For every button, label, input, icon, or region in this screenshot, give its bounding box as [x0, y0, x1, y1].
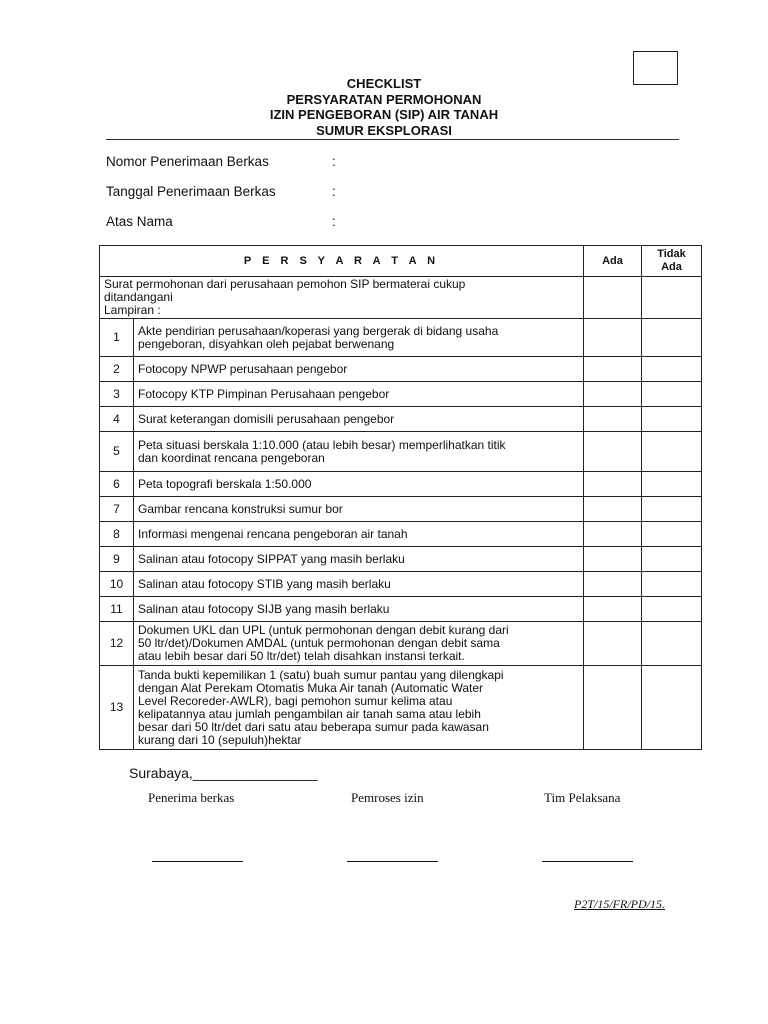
ada-cell[interactable] [584, 666, 642, 750]
row-line: kurang dari 10 (sepuluh)hektar [138, 732, 302, 747]
field-colon: : [332, 214, 336, 229]
row-line: Salinan atau fotocopy SIJB yang masih berlaku [138, 601, 390, 616]
tidak-ada-cell[interactable] [642, 277, 702, 319]
row-number: 8 [100, 522, 134, 547]
row-line: Tanda bukti kepemilikan 1 (satu) buah sumur pantau yang dilengkapi [138, 667, 504, 682]
row-text [134, 382, 584, 407]
row-number: 10 [100, 572, 134, 597]
signatory-pemroses: Pemroses izin [351, 790, 424, 805]
table-row [100, 572, 702, 597]
row-text [134, 472, 584, 497]
field-label: Nomor Penerimaan Berkas [106, 154, 269, 169]
field-colon: : [332, 154, 336, 169]
ada-cell[interactable] [584, 382, 642, 407]
signature-line [347, 861, 438, 862]
table-row [100, 622, 702, 666]
row-line: 50 ltr/det)/Dokumen AMDAL (untuk permohonan dengan debit sama [138, 636, 500, 650]
row-line: besar dari 50 ltr/det dari satu atau beberapa sumur pada kawasan [138, 719, 489, 734]
row-text [134, 357, 584, 382]
row-number: 2 [100, 357, 134, 382]
field-label: Tanggal Penerimaan Berkas [106, 184, 276, 199]
row-text [134, 432, 584, 472]
row-line: Gambar rencana konstruksi sumur bor [138, 501, 343, 516]
header-requirement: P E R S Y A R A T A N [100, 246, 584, 277]
row-line: Akte pendirian perusahaan/koperasi yang bergerak di bidang usaha [138, 323, 499, 338]
ada-cell[interactable] [584, 319, 642, 357]
tidak-ada-cell[interactable] [642, 622, 702, 666]
intro-line: Lampiran : [104, 303, 161, 317]
document-code: P2T/15/FR/PD/15. [574, 897, 665, 911]
tidak-ada-cell[interactable] [642, 407, 702, 432]
ada-cell[interactable] [584, 407, 642, 432]
row-text [134, 407, 584, 432]
table-row [100, 407, 702, 432]
requirements-table [99, 245, 702, 750]
row-line: kelipatannya atau jumlah pengambilan air tanah sama atau lebih [138, 706, 481, 721]
tidak-ada-cell[interactable] [642, 319, 702, 357]
row-text [134, 622, 584, 666]
row-line: Fotocopy KTP Pimpinan Perusahaan pengebor [138, 386, 390, 401]
header-ada: Ada [584, 246, 642, 277]
table-header-row [100, 246, 702, 277]
ada-cell[interactable] [584, 472, 642, 497]
title-line: IZIN PENGEBORAN (SIP) AIR TANAH [269, 107, 499, 122]
row-line: Dokumen UKL dan UPL (untuk permohonan dengan debit kurang dari [138, 623, 509, 637]
tidak-ada-cell[interactable] [642, 522, 702, 547]
row-number: 11 [100, 597, 134, 622]
title-divider [106, 139, 679, 140]
table-row [100, 319, 702, 357]
intro-line: Surat permohonan dari perusahaan pemohon SIP bermaterai cukup [104, 277, 466, 291]
table-row [100, 522, 702, 547]
table-row [100, 432, 702, 472]
row-text [134, 319, 584, 357]
header-tidak: Tidak [657, 248, 686, 260]
row-line: Informasi mengenai rencana pengeboran air tanah [138, 526, 408, 541]
title-line: CHECKLIST [346, 76, 422, 91]
tidak-ada-cell[interactable] [642, 432, 702, 472]
field-atas-nama [106, 214, 336, 229]
tidak-ada-cell[interactable] [642, 547, 702, 572]
row-line: atau lebih besar dari 50 ltr/det) telah disahkan instansi terkait. [138, 649, 465, 663]
header-ada-2: Ada [661, 261, 682, 273]
row-line: Peta situasi berskala 1:10.000 (atau lebih besar) memperlihatkan titik [138, 437, 506, 452]
row-text [134, 522, 584, 547]
row-text [134, 572, 584, 597]
tidak-ada-cell[interactable] [642, 497, 702, 522]
row-number: 4 [100, 407, 134, 432]
ada-cell[interactable] [584, 277, 642, 319]
row-line: Salinan atau fotocopy SIPPAT yang masih berlaku [138, 551, 405, 566]
signature-line [152, 861, 243, 862]
row-line: pengeboran, disyahkan oleh pejabat berwenang [138, 336, 395, 351]
intro-row [100, 277, 702, 319]
field-colon: : [332, 184, 336, 199]
document-title [0, 76, 768, 138]
table-row [100, 597, 702, 622]
ada-cell[interactable] [584, 497, 642, 522]
row-text [134, 597, 584, 622]
signatory-tim: Tim Pelaksana [544, 790, 621, 805]
signatory-penerima: Penerima berkas [148, 790, 235, 805]
city-date-line: Surabaya,________________ [129, 765, 318, 781]
title-line: SUMUR EKSPLORASI [316, 122, 452, 138]
row-line: dan koordinat rencana pengeboran [138, 450, 325, 465]
tidak-ada-cell[interactable] [642, 572, 702, 597]
row-line: dengan Alat Perekam Otomatis Muka Air tanah (Automatic Water [138, 680, 484, 695]
row-text [134, 547, 584, 572]
ada-cell[interactable] [584, 522, 642, 547]
row-number: 1 [100, 319, 134, 357]
ada-cell[interactable] [584, 572, 642, 597]
row-line: Level Recoreder-AWLR), bagi pemohon sumur kelima atau [138, 693, 453, 708]
row-number: 9 [100, 547, 134, 572]
table-row [100, 357, 702, 382]
row-number: 12 [100, 622, 134, 666]
field-nomor [106, 154, 336, 169]
header-tidak-ada [642, 246, 702, 277]
row-text [134, 666, 584, 750]
table-row [100, 497, 702, 522]
title-line: PERSYARATAN PERMOHONAN [286, 91, 482, 107]
row-line: Surat keterangan domisili perusahaan pengebor [138, 411, 395, 426]
row-number: 6 [100, 472, 134, 497]
table-row [100, 382, 702, 407]
ada-cell[interactable] [584, 622, 642, 666]
field-label: Atas Nama [106, 214, 173, 229]
row-number: 5 [100, 432, 134, 472]
table-row [100, 666, 702, 750]
signature-line [542, 861, 633, 862]
ada-cell[interactable] [584, 547, 642, 572]
intro-line: ditandangani [104, 290, 173, 304]
row-line: Salinan atau fotocopy STIB yang masih berlaku [138, 576, 391, 591]
table-row [100, 472, 702, 497]
row-number: 3 [100, 382, 134, 407]
tidak-ada-cell[interactable] [642, 597, 702, 622]
row-text [134, 497, 584, 522]
tidak-ada-cell[interactable] [642, 357, 702, 382]
ada-cell[interactable] [584, 432, 642, 472]
ada-cell[interactable] [584, 597, 642, 622]
intro-cell [100, 277, 584, 319]
table-row [100, 547, 702, 572]
field-tanggal [106, 184, 336, 199]
row-line: Peta topografi berskala 1:50.000 [138, 476, 312, 491]
row-number: 13 [100, 666, 134, 750]
tidak-ada-cell[interactable] [642, 382, 702, 407]
tidak-ada-cell[interactable] [642, 472, 702, 497]
tidak-ada-cell[interactable] [642, 666, 702, 750]
row-line: Fotocopy NPWP perusahaan pengebor [138, 361, 348, 376]
row-number: 7 [100, 497, 134, 522]
ada-cell[interactable] [584, 357, 642, 382]
